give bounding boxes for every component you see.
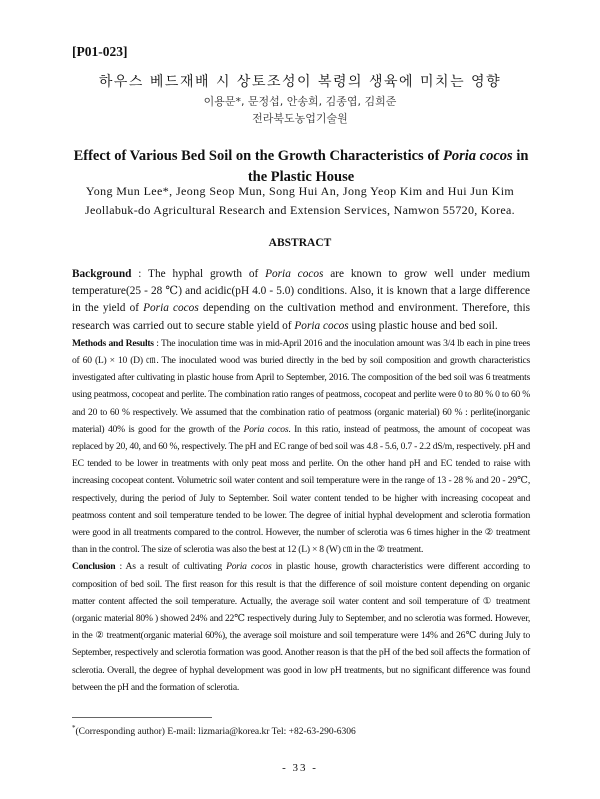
- footnote: [72, 724, 356, 737]
- species-name: Poria cocos: [265, 268, 324, 280]
- footnote-mark: *: [72, 724, 76, 732]
- page-number: - 33 -: [282, 762, 318, 774]
- title-species: Poria cocos: [443, 148, 513, 164]
- background-text-4: using plastic house and bed soil.: [348, 319, 498, 332]
- abstract-heading: ABSTRACT: [268, 237, 332, 249]
- title-part1: Effect of Various Bed Soil on the Growth Characteristics of: [73, 148, 444, 164]
- background-label: Background: [72, 268, 132, 280]
- korean-authors: 이용문*, 문정섭, 안송희, 김종엽, 김희준: [203, 95, 397, 108]
- title-part2: in the Plastic House: [247, 148, 529, 185]
- english-title: [72, 146, 530, 188]
- conclusion-text-2: in plastic house, growth characteristics were different according to composition of bed soil. The first reason for this result is that the difference of soil moisture content depending on organic matter content affected the soil temperature. Actually, the average soil water content and soil temperature of ① treatment (organic material 80% ) showed 24% and 22℃ respectively during July to September, and no sclerotia was formed. However, in the ② treatment(organic material 60%), the average soil moisture and soil temperature were 14% and 26℃ during July to September, respectively and sclerotia formation was good. Another reason is that the pH of the bed soil affects the formation of sclerotia. Overall, the degree of hyphal development was good in low pH treatments, but no significant difference was found between the pH and the formation of sclerotia.: [72, 561, 530, 693]
- methods-text-1: : The inoculation time was in mid-April 2016 and the inoculation amount was 3/4 lb each in pine trees of 60 (L) × 10 (D) ㎝. The inoculated wood was buried directly in the bed by soil composition and growth characteristics investigated after cultivating in plastic house from April to September, 2016. The composition of the bed soil was 6 treatments using peatmoss, cocopeat and perlite. The combination ratio ranges of peatmoss, cocopeat and perlite were 0 to 80 % 0 to 60 % and 20 to 60 % respectively. We assumed that the combination ratio of peatmoss (organic material) 60 % : perlite(inorganic material) 40% is good for the growth of the: [72, 337, 531, 435]
- conclusion-label: Conclusion: [72, 561, 116, 573]
- footnote-divider: [72, 717, 212, 718]
- methods-label: Methods and Results: [72, 337, 154, 349]
- species-name: Poria cocos: [226, 561, 272, 573]
- abstract-code: [P01-023]: [72, 44, 128, 59]
- footnote-text: (Corresponding author) E-mail: lizmaria@korea.kr Tel: +82-63-290-6306: [75, 727, 356, 738]
- background-text-3: depending on the cultivation method and environment. Therefore, this research was carried out to secure stable yield of: [72, 302, 530, 332]
- background-text-1: : The hyphal growth of: [131, 268, 266, 280]
- conclusion-paragraph: [72, 558, 530, 696]
- background-paragraph: [72, 266, 530, 335]
- korean-title: 하우스 베드재배 시 상토조성이 복령의 생육에 미치는 영향: [98, 74, 502, 90]
- english-authors: Yong Mun Lee*, Jeong Seop Mun, Song Hui An, Jong Yeop Kim and Hui Jun Kim: [85, 184, 515, 198]
- conclusion-text-1: : As a result of cultivating: [115, 561, 227, 573]
- abstract-body: [72, 266, 530, 696]
- species-name: Poria cocos: [243, 423, 289, 435]
- english-institution: Jeollabuk-do Agricultural Research and Extension Services, Namwon 55720, Korea.: [85, 203, 515, 217]
- background-text-2: are known to grow well under medium temperature(25 - 28 ℃) and acidic(pH 4.0 - 5.0) conditions. Also, it is known that a large difference in the yield of: [72, 268, 530, 315]
- species-name: Poria cocos: [143, 302, 199, 315]
- methods-text-2: . In this ratio, instead of peatmoss, the amount of cocopeat was replaced by 20, 40, and 60 %, respectively. The pH and EC range of bed soil was 4.8 - 5.6, 0.7 - 2.2 dS/m, respectively. pH and EC tended to be lower in treatments with only peat moss and perlite. On the other hand pH and EC tended to raise with increasing cocopeat content. Volumetric soil water content and soil temperature were in the range of 13 - 28 % and 20 - 29℃, respectively, during the period of July to September. Soil water content tended to be higher with increasing cocopeat and peatmoss content and soil temperature tended to be lower. The degree of initial hyphal development and sclerotia formation were good in all treatments compared to the control. However, the number of sclerotia was 6 times higher in the ② treatment than in the control. The size of sclerotia was also the best at 12 (L) × 8 (W) ㎝ in the ② treatment.: [72, 423, 530, 556]
- methods-paragraph: [72, 335, 530, 559]
- species-name: Poria cocos: [294, 319, 349, 332]
- korean-institution: 전라북도농업기술원: [252, 112, 348, 125]
